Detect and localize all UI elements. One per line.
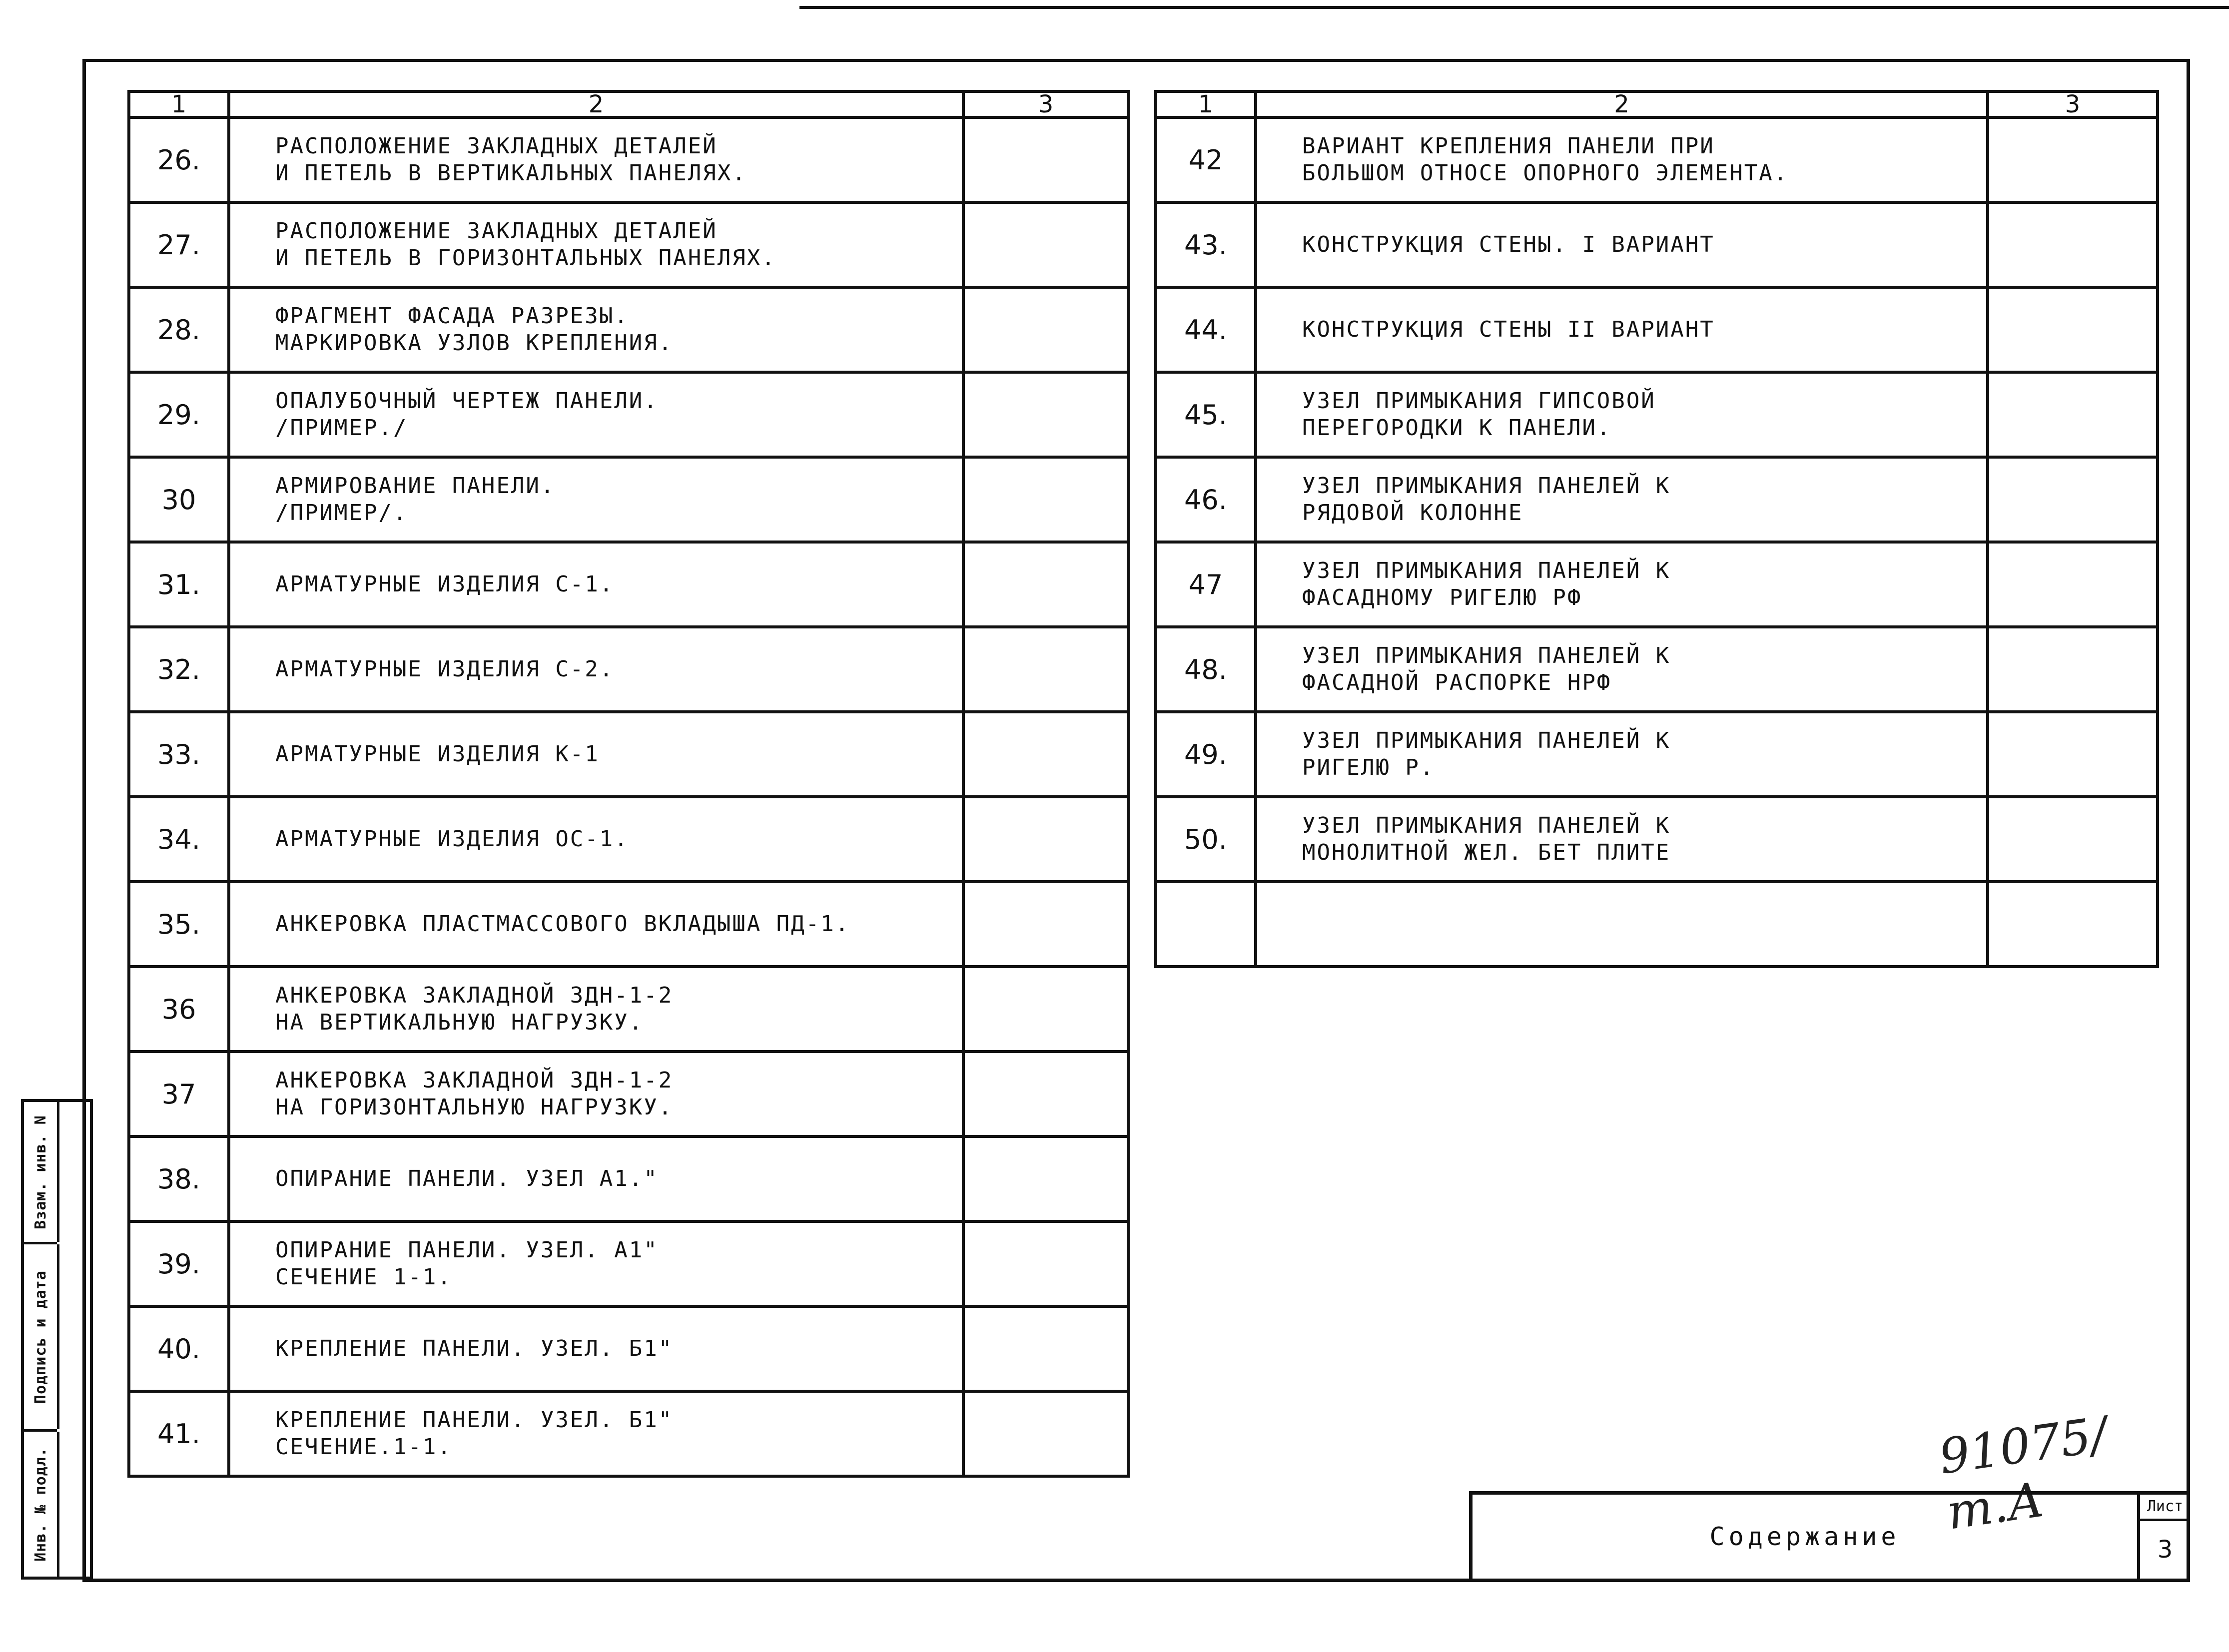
row-title-line-1: КРЕПЛЕНИЕ ПАНЕЛИ. УЗЕЛ. Б1": [275, 1336, 674, 1361]
row-number: [1156, 882, 1256, 967]
row-title: [229, 882, 963, 967]
row-title-line-1: УЗЕЛ ПРИМЫКАНИЯ ПАНЕЛЕЙ К: [1302, 643, 1671, 668]
row-title-line-2: ФАСАДНОЙ РАСПОРКЕ НРФ: [1302, 670, 1612, 695]
row-title-line-2: СЕЧЕНИЕ 1-1.: [275, 1264, 452, 1290]
row-title: [1256, 287, 1988, 372]
row-title-line-1: АРМАТУРНЫЕ ИЗДЕЛИЯ К-1: [275, 741, 600, 767]
row-title-line-1: УЗЕЛ ПРИМЫКАНИЯ ПАНЕЛЕЙ К: [1302, 558, 1671, 583]
row-number: 45.: [1156, 372, 1256, 457]
stamp-label-signature-date: Подпись и дата: [31, 1270, 49, 1404]
stamp-cell: [24, 1102, 59, 1242]
row-title: [1256, 457, 1988, 542]
row-title: [229, 797, 963, 882]
table-row: [129, 287, 1128, 372]
row-note: [1988, 372, 2158, 457]
row-note: [963, 1391, 1128, 1476]
row-title: [1256, 117, 1988, 202]
table-row: [129, 1221, 1128, 1306]
row-title-line-2: И ПЕТЕЛЬ В ВЕРТИКАЛЬНЫХ ПАНЕЛЯХ.: [275, 160, 747, 186]
table-row: [129, 712, 1128, 797]
stamp-label-replacement-inventory: Взам. инв. N: [31, 1114, 49, 1229]
row-note: [963, 882, 1128, 967]
row-title-line-2: И ПЕТЕЛЬ В ГОРИЗОНТАЛЬНЫХ ПАНЕЛЯХ.: [275, 245, 776, 271]
row-title: [229, 372, 963, 457]
row-title-line-2: НА ГОРИЗОНТАЛЬНУЮ НАГРУЗКУ.: [275, 1095, 674, 1120]
row-number: 28.: [129, 287, 229, 372]
column-header: 3: [963, 91, 1128, 117]
row-note: [1988, 202, 2158, 287]
table-row: [129, 627, 1128, 712]
row-note: [963, 1306, 1128, 1391]
row-number: 30: [129, 457, 229, 542]
row-note: [1988, 797, 2158, 882]
sheet-label: Лист: [2140, 1495, 2190, 1521]
row-title-line-1: ОПАЛУБОЧНЫЙ ЧЕРТЕЖ ПАНЕЛИ.: [275, 388, 659, 414]
row-title-line-1: РАСПОЛОЖЕНИЕ ЗАКЛАДНЫХ ДЕТАЛЕЙ: [275, 218, 718, 244]
document-title: Содержание: [1709, 1522, 1900, 1551]
row-note: [963, 117, 1128, 202]
row-title-line-1: АРМАТУРНЫЕ ИЗДЕЛИЯ С-2.: [275, 656, 615, 682]
row-number: 49.: [1156, 712, 1256, 797]
row-title-line-1: ОПИРАНИЕ ПАНЕЛИ. УЗЕЛ. А1": [275, 1237, 659, 1263]
row-title-line-2: СЕЧЕНИЕ.1-1.: [275, 1434, 452, 1460]
row-title: [1256, 202, 1988, 287]
row-title-line-1: АНКЕРОВКА ПЛАСТМАССОВОГО ВКЛАДЫША ПД-1.: [275, 911, 850, 937]
row-note: [963, 287, 1128, 372]
title-block: [1469, 1491, 2187, 1579]
row-number: 42: [1156, 117, 1256, 202]
row-note: [963, 1221, 1128, 1306]
row-number: 34.: [129, 797, 229, 882]
contents-table-left: [127, 90, 1130, 1478]
row-title-line-1: ОПИРАНИЕ ПАНЕЛИ. УЗЕЛ А1.": [275, 1166, 659, 1191]
table-row: [1156, 372, 2158, 457]
row-title-line-1: КОНСТРУКЦИЯ СТЕНЫ. I ВАРИАНТ: [1302, 232, 1715, 257]
table-row: [1156, 882, 2158, 967]
table-row: [1156, 797, 2158, 882]
row-note: [963, 627, 1128, 712]
row-title-line-2: /ПРИМЕР/.: [275, 500, 408, 526]
row-number: 33.: [129, 712, 229, 797]
column-header: 2: [229, 91, 963, 117]
row-number: 44.: [1156, 287, 1256, 372]
table-row: [129, 967, 1128, 1052]
row-note: [1988, 542, 2158, 627]
row-title-line-1: КОНСТРУКЦИЯ СТЕНЫ II ВАРИАНТ: [1302, 317, 1715, 342]
row-title: [1256, 372, 1988, 457]
row-note: [963, 1052, 1128, 1136]
row-note: [1988, 627, 2158, 712]
row-title-line-2: МАРКИРОВКА УЗЛОВ КРЕПЛЕНИЯ.: [275, 330, 674, 356]
row-title-line-1: УЗЕЛ ПРИМЫКАНИЯ ПАНЕЛЕЙ К: [1302, 813, 1671, 838]
table-row: [1156, 542, 2158, 627]
row-title-line-2: НА ВЕРТИКАЛЬНУЮ НАГРУЗКУ.: [275, 1010, 644, 1035]
row-number: 36: [129, 967, 229, 1052]
row-title: [229, 627, 963, 712]
document-code: 91075/т.А: [1935, 1406, 2111, 1541]
side-stamp: [21, 1099, 93, 1580]
table-row: [129, 117, 1128, 202]
row-title-line-2: РЯДОВОЙ КОЛОННЕ: [1302, 500, 1523, 526]
row-title-line-2: РИГЕЛЮ Р.: [1302, 755, 1435, 780]
row-note: [963, 542, 1128, 627]
row-number: 47: [1156, 542, 1256, 627]
table-header-row: [1156, 91, 2158, 117]
stamp-cell: [24, 1244, 59, 1429]
contents-table-right: [1154, 90, 2159, 968]
row-title-line-1: УЗЕЛ ПРИМЫКАНИЯ ПАНЕЛЕЙ К: [1302, 473, 1671, 499]
row-title: [229, 542, 963, 627]
column-header: 1: [129, 91, 229, 117]
row-title: [229, 1391, 963, 1476]
row-title: [1256, 882, 1988, 967]
row-title-line-1: АНКЕРОВКА ЗАКЛАДНОЙ ЗДН-1-2: [275, 1068, 674, 1093]
row-note: [963, 1136, 1128, 1221]
row-title-line-1: АРМАТУРНЫЕ ИЗДЕЛИЯ ОС-1.: [275, 826, 629, 852]
row-number: 43.: [1156, 202, 1256, 287]
row-number: 26.: [129, 117, 229, 202]
row-title-line-1: АРМИРОВАНИЕ ПАНЕЛИ.: [275, 473, 556, 499]
table-row: [1156, 202, 2158, 287]
row-title-line-2: ФАСАДНОМУ РИГЕЛЮ РФ: [1302, 585, 1582, 610]
row-title: [229, 287, 963, 372]
row-note: [1988, 287, 2158, 372]
row-note: [963, 797, 1128, 882]
row-number: 48.: [1156, 627, 1256, 712]
row-title-line-1: УЗЕЛ ПРИМЫКАНИЯ ПАНЕЛЕЙ К: [1302, 728, 1671, 753]
row-title: [1256, 797, 1988, 882]
row-title-line-1: АНКЕРОВКА ЗАКЛАДНОЙ ЗДН-1-2: [275, 983, 674, 1008]
row-title: [1256, 627, 1988, 712]
row-title-line-1: ФРАГМЕНТ ФАСАДА РАЗРЕЗЫ.: [275, 303, 629, 329]
row-number: 41.: [129, 1391, 229, 1476]
sheet-number: 3: [2157, 1536, 2173, 1564]
row-number: 35.: [129, 882, 229, 967]
row-number: 32.: [129, 627, 229, 712]
column-header: 1: [1156, 91, 1256, 117]
row-number: 31.: [129, 542, 229, 627]
sheet-box: [2137, 1495, 2190, 1579]
table-row: [129, 1306, 1128, 1391]
table-row: [129, 1052, 1128, 1136]
row-title: [1256, 712, 1988, 797]
row-note: [1988, 712, 2158, 797]
row-number: 29.: [129, 372, 229, 457]
row-number: 37: [129, 1052, 229, 1136]
stamp-cell: [24, 1432, 59, 1577]
row-number: 40.: [129, 1306, 229, 1391]
row-title-line-2: МОНОЛИТНОЙ ЖЕЛ. БЕТ ПЛИТЕ: [1302, 840, 1671, 865]
row-number: 50.: [1156, 797, 1256, 882]
column-header: 3: [1988, 91, 2158, 117]
row-note: [1988, 457, 2158, 542]
table-row: [1156, 457, 2158, 542]
row-note: [963, 372, 1128, 457]
table-row: [129, 797, 1128, 882]
table-row: [129, 202, 1128, 287]
row-title: [229, 1052, 963, 1136]
row-note: [1988, 882, 2158, 967]
stamp-label-original-inventory: Инв. № подл.: [31, 1447, 49, 1562]
row-title-line-1: АРМАТУРНЫЕ ИЗДЕЛИЯ С-1.: [275, 571, 615, 597]
row-note: [1988, 117, 2158, 202]
row-title-line-2: /ПРИМЕР./: [275, 415, 408, 441]
row-title-line-1: РАСПОЛОЖЕНИЕ ЗАКЛАДНЫХ ДЕТАЛЕЙ: [275, 133, 718, 159]
table-row: [1156, 712, 2158, 797]
table-row: [1156, 287, 2158, 372]
table-header-row: [129, 91, 1128, 117]
table-row: [129, 372, 1128, 457]
table-row: [129, 882, 1128, 967]
row-title-line-1: ВАРИАНТ КРЕПЛЕНИЯ ПАНЕЛИ ПРИ: [1302, 133, 1715, 159]
table-row: [1156, 627, 2158, 712]
column-header: 2: [1256, 91, 1988, 117]
row-title: [229, 1136, 963, 1221]
row-title: [1256, 542, 1988, 627]
row-note: [963, 202, 1128, 287]
table-row: [129, 457, 1128, 542]
row-title: [229, 457, 963, 542]
table-row: [1156, 117, 2158, 202]
row-title: [229, 1221, 963, 1306]
row-title: [229, 117, 963, 202]
row-number: 39.: [129, 1221, 229, 1306]
top-border-line: [799, 6, 2229, 9]
row-note: [963, 712, 1128, 797]
row-title: [229, 1306, 963, 1391]
row-number: 38.: [129, 1136, 229, 1221]
row-number: 46.: [1156, 457, 1256, 542]
table-row: [129, 542, 1128, 627]
row-note: [963, 457, 1128, 542]
row-title-line-2: БОЛЬШОМ ОТНОСЕ ОПОРНОГО ЭЛЕМЕНТА.: [1302, 160, 1789, 186]
row-title-line-1: УЗЕЛ ПРИМЫКАНИЯ ГИПСОВОЙ: [1302, 388, 1656, 414]
row-number: 27.: [129, 202, 229, 287]
row-title-line-1: КРЕПЛЕНИЕ ПАНЕЛИ. УЗЕЛ. Б1": [275, 1407, 674, 1433]
row-note: [963, 967, 1128, 1052]
row-title: [229, 202, 963, 287]
row-title: [229, 967, 963, 1052]
row-title: [229, 712, 963, 797]
table-row: [129, 1136, 1128, 1221]
table-row: [129, 1391, 1128, 1476]
row-title-line-2: ПЕРЕГОРОДКИ К ПАНЕЛИ.: [1302, 415, 1612, 441]
